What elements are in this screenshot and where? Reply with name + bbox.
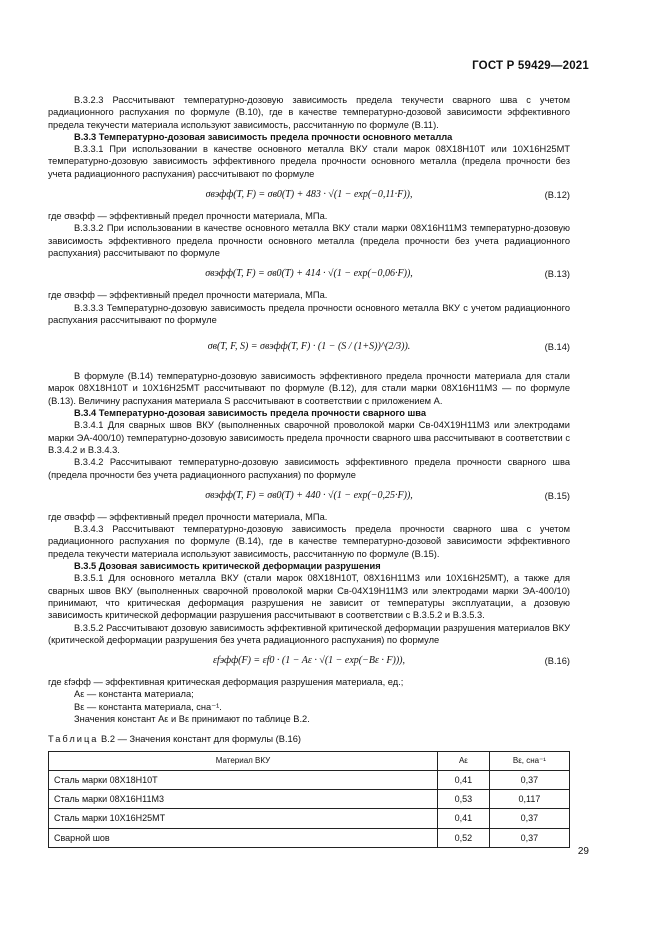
- paragraph: В формуле (В.14) температурно-дозовую зависимость эффективного предела прочности материала для стали марок 08Х18Н10Т и 10Х16Н25МТ рассчитывают по формуле (В.12), для стали марки 08Х16Н11М3 — по формуле (В.13). Величину распухания материала S рассчитывают в соответствии с приложением А.: [48, 371, 570, 406]
- cell-material: Сталь марки 08Х16Н11М3: [49, 790, 438, 809]
- paragraph: В.3.5.1 Для основного металла ВКУ (стали марок 08Х18Н10Т, 08Х16Н11М3 или 10Х16Н25МТ), а также для сварных швов ВКУ (выполненных сварочной проволокой марки Св-04Х19Н11М3 или электродами марки ЭА-400/10) принимают, что критическая деформация разрушения не зависит от температуры эксплуатации, а дозовую зависимость критической деформации разрушения рассчитывают в соответствии с В.3.5.2 и В.3.5.3.: [48, 573, 570, 621]
- document-header: ГОСТ Р 59429—2021: [472, 60, 589, 72]
- section-heading: В.3.3 Температурно-дозовая зависимость предела прочности основного металла: [74, 131, 453, 142]
- formula-b15: [48, 481, 570, 511]
- cell-a: 0,41: [438, 770, 490, 789]
- formula-b16: [48, 646, 570, 676]
- formula-definition: где σвэфф — эффективный предел прочности материала, МПа.: [48, 511, 328, 522]
- formula-definition: где σвэфф — эффективный предел прочности материала, МПа.: [48, 211, 328, 222]
- formula-expression: σвэфф(T, F) = σв0(T) + 414 · √(1 − exp(−0,06·F)),: [205, 268, 413, 280]
- page-number: 29: [577, 846, 589, 857]
- paragraph: В.3.4.2 Рассчитывают температурно-дозовую зависимость эффективного предела прочности сварного шва (предела прочности без учета радиационного распухания) по формуле: [48, 457, 570, 480]
- cell-a: 0,52: [438, 828, 490, 847]
- cell-b: 0,37: [489, 770, 569, 789]
- constants-table: [48, 751, 570, 848]
- paragraph: В.3.4.1 Для сварных швов ВКУ (выполненных сварочной проволокой марки Св-04Х19Н11М3 или электродами марки ЭА-400/10) температурно-дозовую зависимость предела прочности сварного шва рассчитывают в соответствии с В.3.4.2 и В.3.4.3.: [48, 420, 570, 455]
- table-row: [49, 828, 570, 847]
- cell-a: 0,41: [438, 809, 490, 828]
- formula-definition: где σвэфф — эффективный предел прочности материала, МПа.: [48, 290, 328, 301]
- column-header-b: Bε, сна⁻¹: [489, 751, 569, 770]
- cell-material: Сварной шов: [49, 828, 438, 847]
- section-heading: В.3.4 Температурно-дозовая зависимость предела прочности сварного шва: [74, 408, 427, 419]
- formula-number: (В.14): [544, 342, 570, 353]
- formula-b14: [48, 326, 570, 370]
- cell-a: 0,53: [438, 790, 490, 809]
- formula-number: (В.13): [544, 269, 570, 280]
- table-header-row: [49, 751, 570, 770]
- table-caption: [48, 733, 570, 745]
- cell-material: Сталь марки 08Х18Н10Т: [49, 770, 438, 789]
- formula-definition: Aε — константа материала;: [74, 689, 194, 700]
- table-row: [49, 770, 570, 789]
- cell-b: 0,117: [489, 790, 569, 809]
- paragraph: В.3.3.2 При использовании в качестве основного металла ВКУ стали марки 08Х16Н11М3 температурно-дозовую зависимость эффективного предела прочности основного металла (предела прочности без учета радиационного распухания) рассчитывают по формуле: [48, 223, 570, 258]
- formula-expression: σвэфф(T, F) = σв0(T) + 483 · √(1 − exp(−0,11·F)),: [205, 189, 413, 201]
- cell-material: Сталь марки 10Х16Н25МТ: [49, 809, 438, 828]
- formula-definition: где εfэфф — эффективная критическая деформация разрушения материала, ед.;: [48, 677, 404, 688]
- paragraph: В.3.3.3 Температурно-дозовую зависимость предела прочности основного металла ВКУ с учетом радиационного распухания рассчитывают по формуле: [48, 302, 570, 325]
- table-caption-text: В.2 — Значения констант для формулы (В.16): [101, 734, 301, 745]
- paragraph: Значения констант Aε и Bε принимают по таблице В.2.: [74, 713, 310, 724]
- formula-b13: [48, 259, 570, 289]
- table-caption-prefix: Таблица: [48, 734, 99, 745]
- paragraph: В.3.2.3 Рассчитывают температурно-дозовую зависимость предела текучести сварного шва с учетом радиационного распухания по формуле (В.10), где в качестве температурно-дозовой зависимости эффективного предела текучести материала используют зависимость, рассчитанную по формуле (В.11).: [48, 95, 570, 130]
- paragraph: В.3.4.3 Рассчитывают температурно-дозовую зависимость предела прочности сварного шва с учетом радиационного распухания по формуле (В.14), где в качестве температурно-дозовой зависимости эффективного предела текучести материала используют зависимость, рассчитанную по формуле (В.15).: [48, 524, 570, 559]
- column-header-a: Aε: [438, 751, 490, 770]
- cell-b: 0,37: [489, 828, 569, 847]
- formula-expression: σвэфф(T, F) = σв0(T) + 440 · √(1 − exp(−0,25·F)),: [205, 489, 413, 501]
- table-row: [49, 809, 570, 828]
- section-heading: В.3.5 Дозовая зависимость критической деформации разрушения: [74, 561, 381, 572]
- formula-definition: Bε — константа материала, сна⁻¹.: [74, 701, 222, 712]
- formula-b12: [48, 180, 570, 210]
- formula-number: (В.12): [544, 190, 570, 201]
- page-body: [48, 94, 570, 848]
- formula-number: (В.15): [544, 490, 570, 501]
- paragraph: В.3.3.1 При использовании в качестве основного металла ВКУ стали марок 08Х18Н10Т или 10Х16Н25МТ температурно-дозовую зависимость эффективного предела прочности основного металла (предела прочности без учета радиационного распухания) рассчитывают по формуле: [48, 144, 570, 179]
- table-row: [49, 790, 570, 809]
- formula-expression: εfэфф(F) = εf0 · (1 − Aε · √(1 − exp(−Bε · F))),: [212, 655, 406, 667]
- formula-expression: σв(T, F, S) = σвэфф(T, F) · (1 − (S / (1+S))^(2/3)).: [207, 341, 411, 353]
- paragraph: В.3.5.2 Рассчитывают дозовую зависимость эффективной критической деформации разрушения материалов ВКУ (критической деформации разрушения без учета радиационного распухания) по формуле: [48, 622, 570, 645]
- cell-b: 0,37: [489, 809, 569, 828]
- formula-number: (В.16): [544, 656, 570, 667]
- column-header-material: Материал ВКУ: [49, 751, 438, 770]
